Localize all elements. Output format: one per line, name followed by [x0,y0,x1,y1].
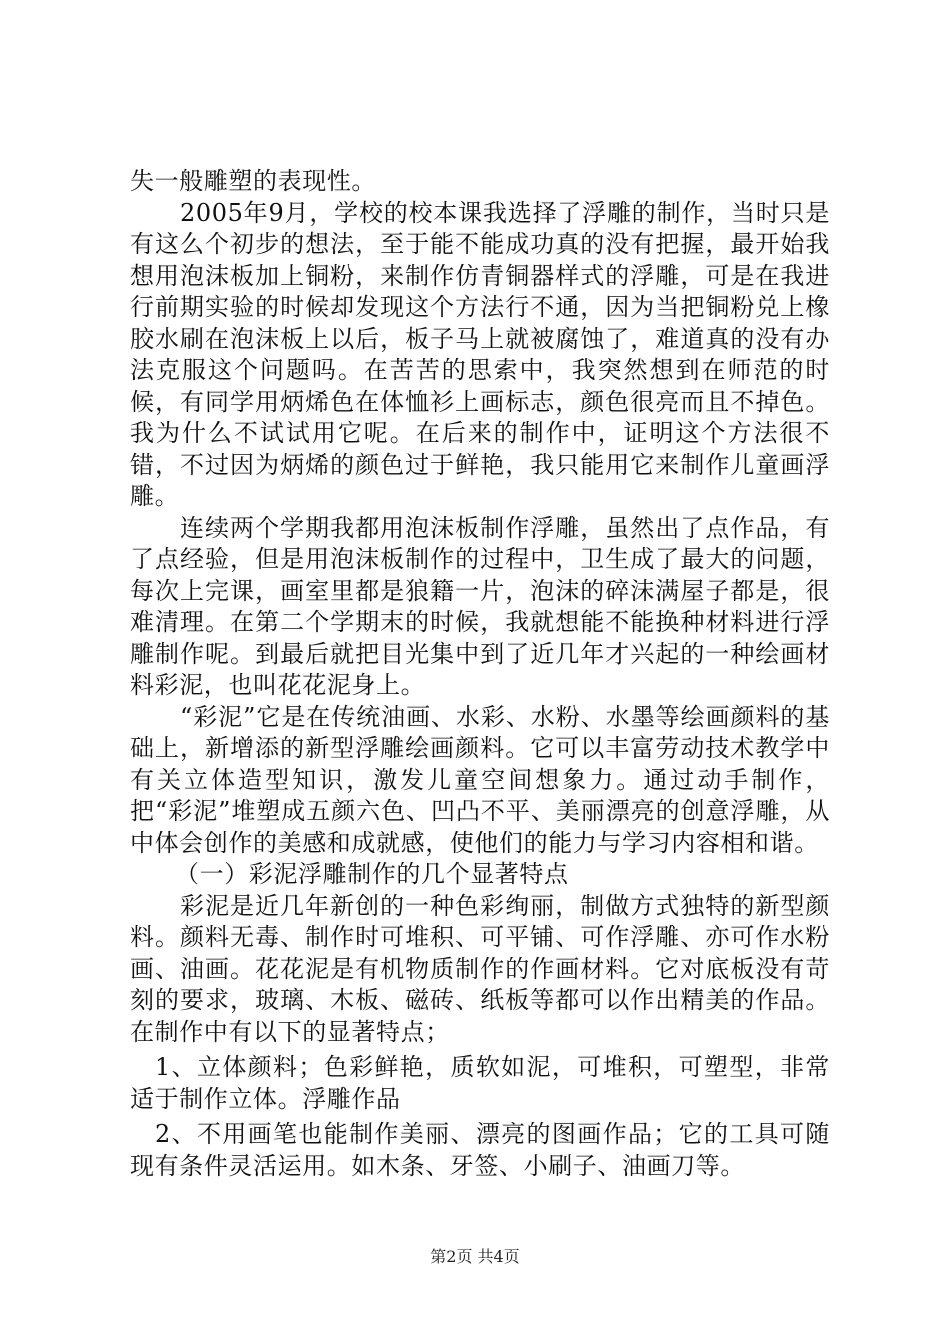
document-body [130,166,830,1182]
list-item-feature-1: 1、立体颜料；色彩鲜艳，质软如泥，可堆积，可塑型，非常适于制作立体。浮雕作品 [130,1053,830,1113]
paragraph-foam-board: 连续两个学期我都用泡沫板制作浮雕，虽然出了点作品，有了点经验，但是用泡沫板制作的过程中，卫生成了最大的问题，每次上完课，画室里都是狼籍一片，泡沫的碎沫满屋子都是，很难清理。在第二个学期末的时候，我就想能不能换种材料进行浮雕制作呢。到最后就把目光集中到了近几年才兴起的一种绘画材料彩泥，也叫花花泥身上。 [130,513,830,699]
paragraph-2005-course: 2005年9月，学校的校本课我选择了浮雕的制作，当时只是有这么个初步的想法，至于能不能成功真的没有把握，最开始我想用泡沫板加上铜粉，来制作仿青铜器样式的浮雕，可是在我进行前期实验的时候却发现这个方法行不通，因为当把铜粉兑上橡胶水刷在泡沫板上以后，板子马上就被腐蚀了，难道真的没有办法克服这个问题吗。在苦苦的思索中，我突然想到在师范的时候，有同学用炳烯色在体恤衫上画标志，颜色很亮而且不掉色。我为什么不试试用它呢。在后来的制作中，证明这个方法很不错，不过因为炳烯的颜色过于鲜艳，我只能用它来制作儿童画浮雕。 [130,198,830,510]
section-heading-features: （一）彩泥浮雕制作的几个显著特点 [175,860,569,888]
paragraph-color-clay-features: 彩泥是近几年新创的一种色彩绚丽，制做方式独特的新型颜料。颜料无毒、制作时可堆积、可平铺、可作浮雕、亦可作水粉画、油画。花花泥是有机物质制作的作画材料。它对底板没有苛刻的要求，玻璃、木板、磁砖、纸板等都可以作出精美的作品。在制作中有以下的显著特点； [130,891,830,1046]
paragraph-color-clay-intro: “彩泥”它是在传统油画、水彩、水粉、水墨等绘画颜料的基础上，新增添的新型浮雕绘画颜料。它可以丰富劳动技术教学中有关立体造型知识，激发儿童空间想象力。通过动手制作，把“彩泥”堆塑成五颜六色、凹凸不平、美丽漂亮的创意浮雕，从中体会创作的美感和成就感，使他们的能力与学习内容相和谐。 [130,702,830,857]
paragraph-continuation: 失一般雕塑的表现性。 [130,167,376,195]
page-number-footer: 第2页 共4页 [430,1247,520,1266]
list-item-feature-2: 2、不用画笔也能制作美丽、漂亮的图画作品；它的工具可随现有条件灵活运用。如木条、牙签、小刷子、油画刀等。 [130,1120,830,1180]
